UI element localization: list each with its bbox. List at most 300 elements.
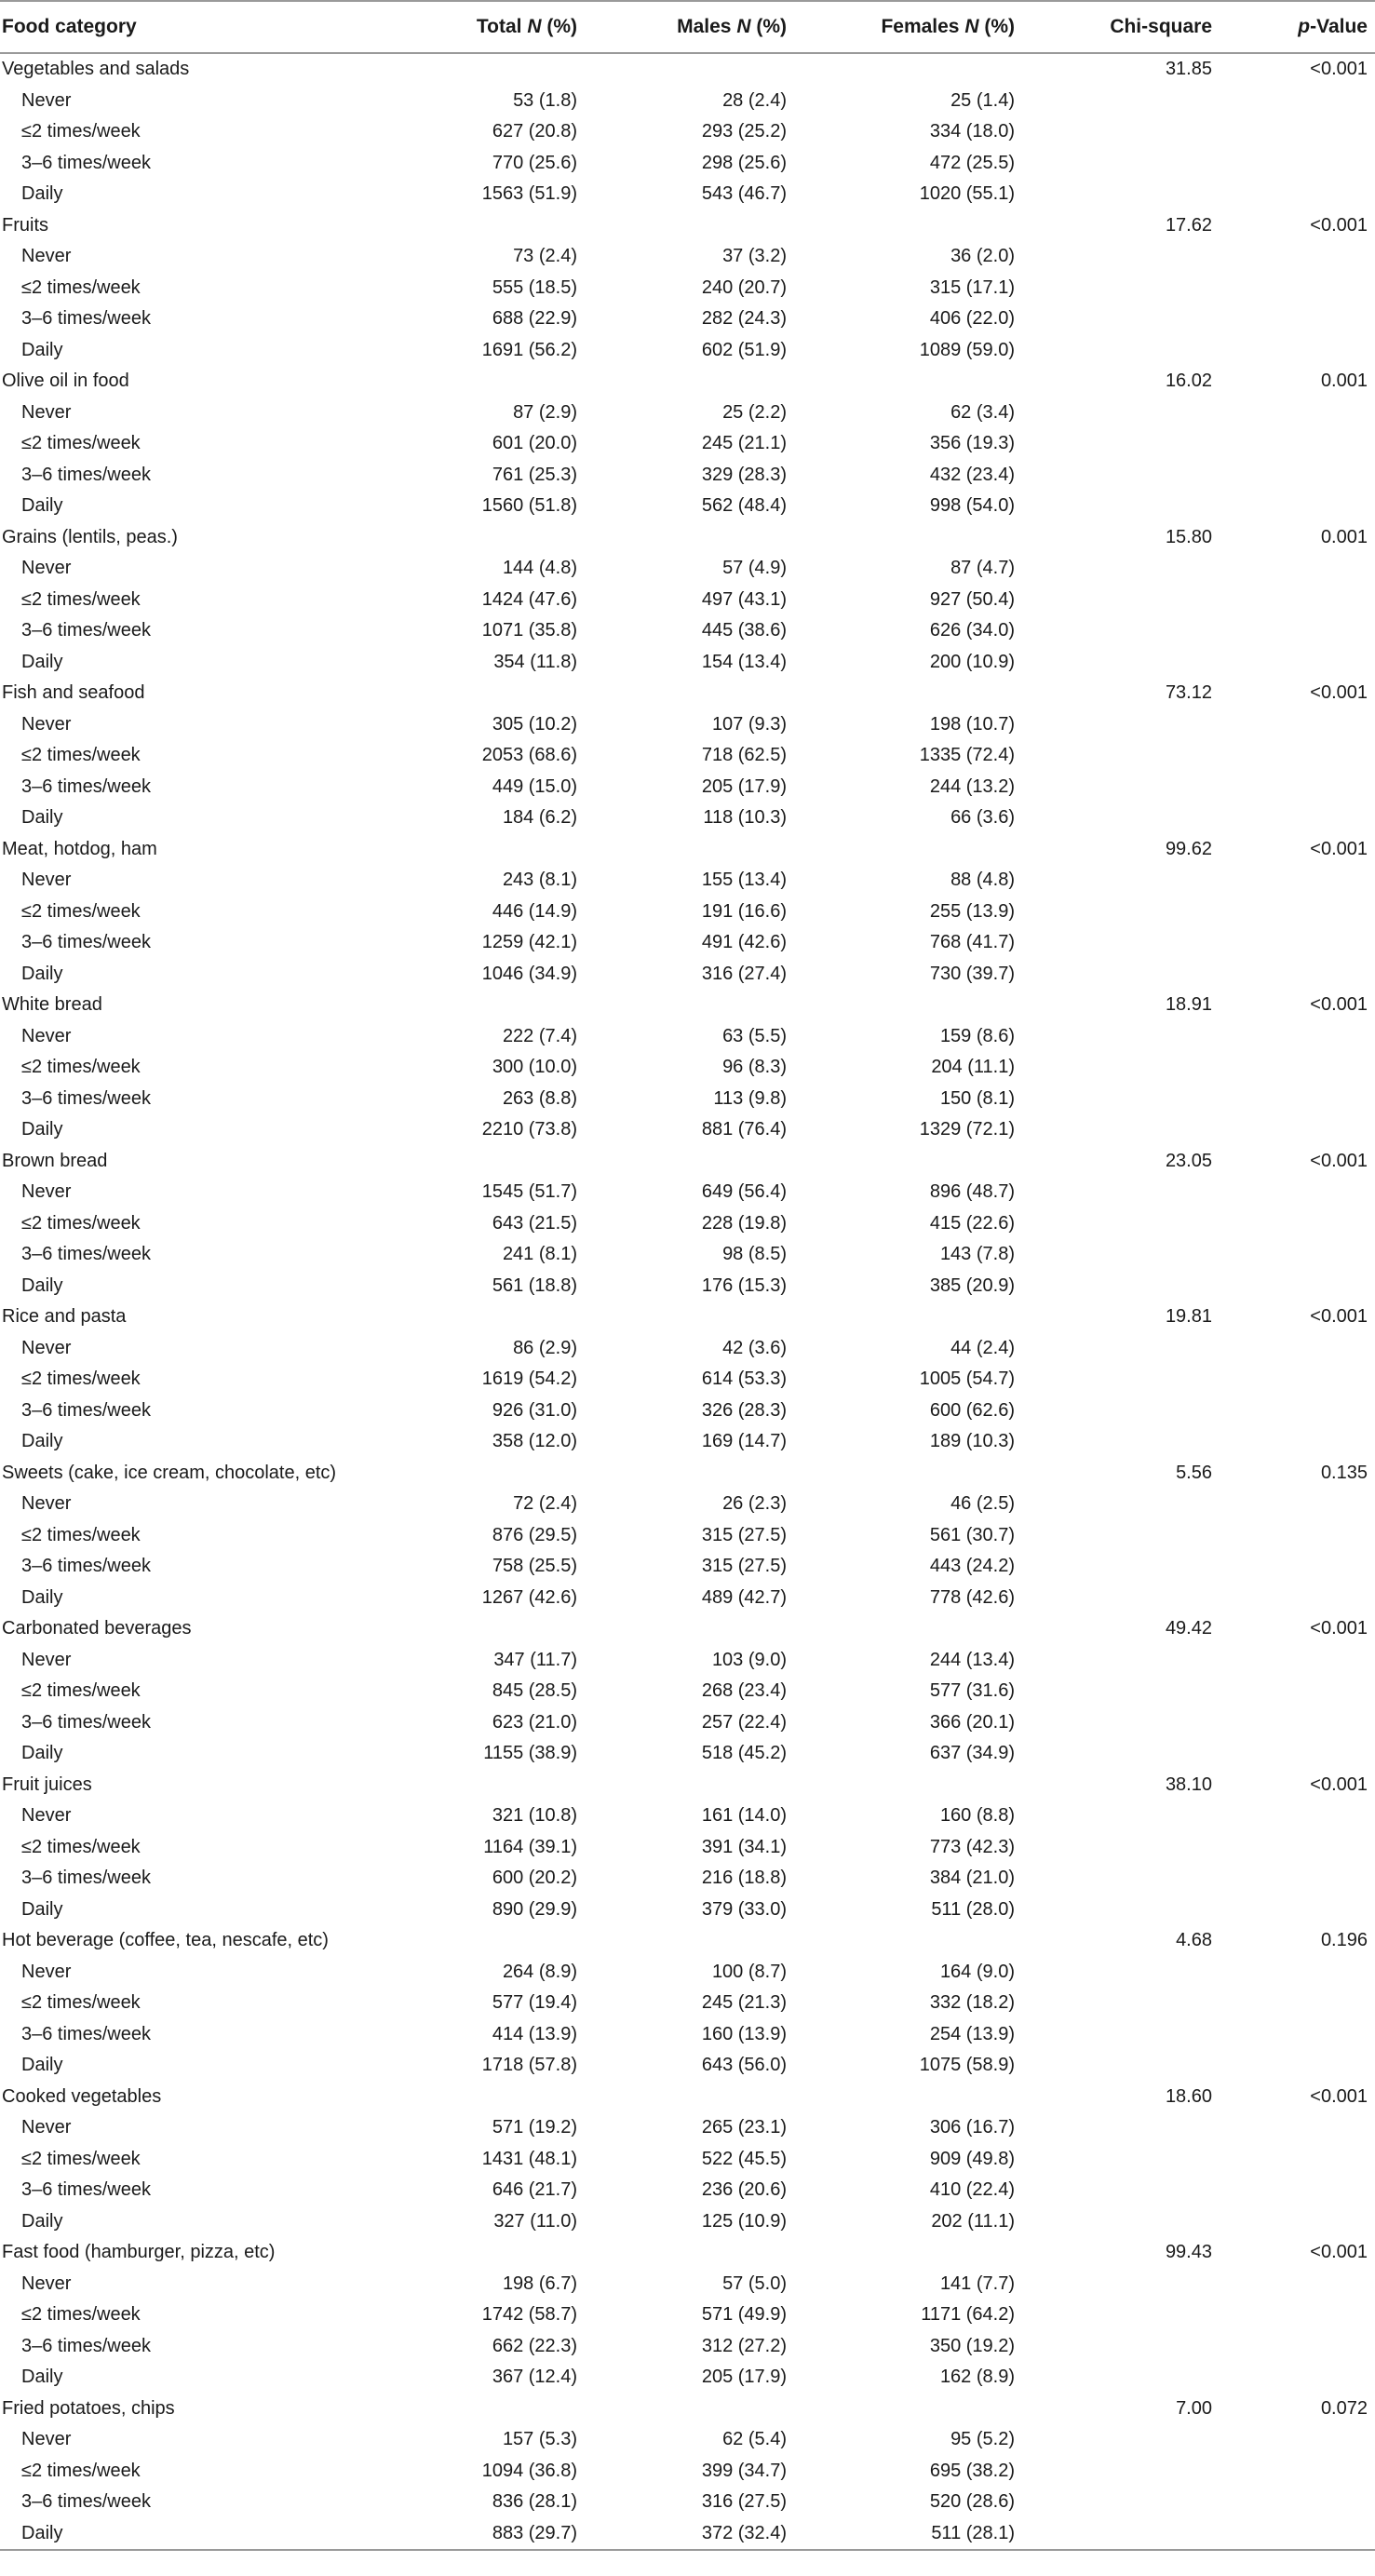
empty-cell xyxy=(1212,1489,1375,1520)
total-count: 198 (6.7) xyxy=(502,2273,577,2294)
males-count: 25 (2.2) xyxy=(722,401,787,423)
empty-cell xyxy=(1015,1426,1212,1458)
frequency-label: 3–6 times/week xyxy=(21,1556,151,1577)
empty-cell xyxy=(787,678,1015,709)
frequency-label: Never xyxy=(21,1961,72,1982)
chi-square-value: 16.02 xyxy=(1165,371,1212,392)
empty-cell xyxy=(787,1925,1015,1957)
females-count: 385 (20.9) xyxy=(929,1275,1015,1296)
empty-cell xyxy=(577,366,787,398)
females-count: 637 (34.9) xyxy=(929,1743,1015,1764)
empty-cell xyxy=(1015,1396,1212,1427)
frequency-row xyxy=(0,1583,1375,1614)
empty-cell xyxy=(1015,2456,1212,2488)
males-count: 881 (76.4) xyxy=(701,1119,787,1140)
frequency-label: Never xyxy=(21,2429,72,2450)
table-header-row xyxy=(0,1,1375,53)
frequency-row xyxy=(0,179,1375,210)
frequency-row xyxy=(0,2456,1375,2488)
chi-square-value: 4.68 xyxy=(1176,1930,1212,1951)
empty-cell xyxy=(1015,2424,1212,2456)
frequency-label: 3–6 times/week xyxy=(21,2023,151,2044)
empty-cell xyxy=(391,1770,577,1801)
females-count: 927 (50.4) xyxy=(929,588,1015,610)
empty-cell xyxy=(787,1301,1015,1333)
empty-cell xyxy=(1015,460,1212,492)
males-count: 268 (23.4) xyxy=(701,1680,787,1702)
males-count: 379 (33.0) xyxy=(701,1898,787,1920)
empty-cell xyxy=(1212,1957,1375,1989)
males-count: 315 (27.5) xyxy=(701,1524,787,1545)
category-row xyxy=(0,53,1375,86)
empty-cell xyxy=(1015,585,1212,616)
males-count: 28 (2.4) xyxy=(722,89,787,111)
frequency-row xyxy=(0,2206,1375,2238)
males-count: 643 (56.0) xyxy=(701,2055,787,2076)
empty-cell xyxy=(1015,2050,1212,2082)
males-count: 236 (20.6) xyxy=(701,2179,787,2201)
frequency-label: Daily xyxy=(21,1898,63,1920)
empty-cell xyxy=(577,53,787,86)
total-count: 836 (28.1) xyxy=(492,2491,577,2513)
frequency-row xyxy=(0,802,1375,834)
total-count: 354 (11.8) xyxy=(493,651,577,672)
frequency-row xyxy=(0,585,1375,616)
frequency-row xyxy=(0,1520,1375,1552)
category-label: Fruits xyxy=(2,214,48,236)
empty-cell xyxy=(391,2394,577,2425)
females-count: 577 (31.6) xyxy=(929,1680,1015,1702)
frequency-label: Daily xyxy=(21,963,63,984)
males-count: 228 (19.8) xyxy=(701,1212,787,1234)
category-label: Brown bread xyxy=(2,1150,108,1171)
category-label: Cooked vegetables xyxy=(2,2085,162,2107)
total-count: 243 (8.1) xyxy=(502,870,577,891)
empty-cell xyxy=(1015,2269,1212,2300)
chi-square-value: 18.60 xyxy=(1165,2085,1212,2107)
empty-cell xyxy=(1015,2487,1212,2518)
category-row xyxy=(0,2394,1375,2425)
empty-cell xyxy=(1212,148,1375,180)
empty-cell xyxy=(1212,1645,1375,1677)
frequency-row xyxy=(0,1333,1375,1365)
empty-cell xyxy=(1212,647,1375,679)
header-males: Males N (%) xyxy=(577,1,787,53)
empty-cell xyxy=(1212,959,1375,991)
category-label: White bread xyxy=(2,994,102,1016)
category-row xyxy=(0,366,1375,398)
males-count: 497 (43.1) xyxy=(701,588,787,610)
frequency-row xyxy=(0,1863,1375,1895)
total-count: 600 (20.2) xyxy=(492,1868,577,1889)
females-count: 62 (3.4) xyxy=(950,401,1015,423)
empty-cell xyxy=(577,2237,787,2269)
frequency-row xyxy=(0,1114,1375,1146)
category-row xyxy=(0,678,1375,709)
empty-cell xyxy=(1212,2019,1375,2051)
empty-cell xyxy=(1212,2206,1375,2238)
total-count: 1424 (47.6) xyxy=(481,588,577,610)
empty-cell xyxy=(1015,398,1212,429)
empty-cell xyxy=(1212,1895,1375,1926)
males-count: 522 (45.5) xyxy=(701,2148,787,2169)
p-value: <0.001 xyxy=(1310,994,1368,1016)
frequency-label: ≤2 times/week xyxy=(21,1992,141,2014)
empty-cell xyxy=(787,1770,1015,1801)
empty-cell xyxy=(1212,491,1375,522)
frequency-row xyxy=(0,1801,1375,1832)
frequency-label: ≤2 times/week xyxy=(21,1369,141,1390)
category-row xyxy=(0,990,1375,1021)
category-row xyxy=(0,834,1375,866)
males-count: 315 (27.5) xyxy=(701,1556,787,1577)
empty-cell xyxy=(1015,303,1212,335)
total-count: 414 (13.9) xyxy=(492,2023,577,2044)
total-count: 1071 (35.8) xyxy=(481,620,577,641)
total-count: 86 (2.9) xyxy=(513,1337,577,1358)
empty-cell xyxy=(577,522,787,554)
empty-cell xyxy=(1015,772,1212,803)
empty-cell xyxy=(577,678,787,709)
total-count: 1691 (56.2) xyxy=(481,339,577,360)
males-count: 312 (27.2) xyxy=(701,2335,787,2356)
frequency-row xyxy=(0,273,1375,304)
empty-cell xyxy=(577,1925,787,1957)
empty-cell xyxy=(1015,2362,1212,2394)
total-count: 577 (19.4) xyxy=(492,1992,577,2014)
empty-cell xyxy=(1015,148,1212,180)
frequency-row xyxy=(0,1052,1375,1084)
empty-cell xyxy=(1212,1177,1375,1208)
empty-cell xyxy=(1212,865,1375,897)
total-count: 876 (29.5) xyxy=(492,1524,577,1545)
males-count: 298 (25.6) xyxy=(701,152,787,173)
males-count: 155 (13.4) xyxy=(701,870,787,891)
total-count: 72 (2.4) xyxy=(513,1493,577,1515)
females-count: 443 (24.2) xyxy=(929,1556,1015,1577)
total-count: 758 (25.5) xyxy=(492,1556,577,1577)
total-count: 222 (7.4) xyxy=(502,1025,577,1046)
females-count: 768 (41.7) xyxy=(929,932,1015,953)
empty-cell xyxy=(1015,1551,1212,1583)
total-count: 688 (22.9) xyxy=(492,308,577,330)
empty-cell xyxy=(1015,2019,1212,2051)
females-count: 95 (5.2) xyxy=(950,2429,1015,2450)
empty-cell xyxy=(1015,1052,1212,1084)
males-count: 316 (27.5) xyxy=(701,2491,787,2513)
frequency-label: Never xyxy=(21,246,72,267)
empty-cell xyxy=(1212,1832,1375,1864)
females-count: 1335 (72.4) xyxy=(919,745,1015,766)
empty-cell xyxy=(1212,1052,1375,1084)
frequency-label: Daily xyxy=(21,1119,63,1140)
frequency-label: Daily xyxy=(21,339,63,360)
frequency-row xyxy=(0,2050,1375,2082)
total-count: 571 (19.2) xyxy=(492,2117,577,2138)
category-row xyxy=(0,1925,1375,1957)
males-count: 282 (24.3) xyxy=(701,308,787,330)
header-p-value: p-Value xyxy=(1212,1,1375,53)
chi-square-value: 99.62 xyxy=(1165,838,1212,859)
empty-cell xyxy=(1015,2518,1212,2551)
males-count: 518 (45.2) xyxy=(701,1743,787,1764)
empty-cell xyxy=(1015,897,1212,928)
p-value: <0.001 xyxy=(1310,1774,1368,1795)
p-value: 0.072 xyxy=(1320,2397,1368,2419)
females-count: 160 (8.8) xyxy=(939,1805,1015,1827)
frequency-row xyxy=(0,1957,1375,1989)
empty-cell xyxy=(577,1458,787,1490)
males-count: 205 (17.9) xyxy=(701,775,787,797)
frequency-row xyxy=(0,1396,1375,1427)
category-row xyxy=(0,522,1375,554)
chi-square-value: 18.91 xyxy=(1165,994,1212,1016)
males-count: 42 (3.6) xyxy=(722,1337,787,1358)
frequency-row xyxy=(0,86,1375,117)
p-value: <0.001 xyxy=(1310,1150,1368,1171)
total-count: 770 (25.6) xyxy=(492,152,577,173)
chi-square-value: 73.12 xyxy=(1165,682,1212,704)
females-count: 561 (30.7) xyxy=(929,1524,1015,1545)
category-label: Fruit juices xyxy=(2,1774,92,1795)
males-count: 602 (51.9) xyxy=(701,339,787,360)
frequency-row xyxy=(0,709,1375,741)
frequency-label: Never xyxy=(21,1025,72,1046)
females-count: 244 (13.2) xyxy=(929,775,1015,797)
category-row xyxy=(0,1458,1375,1490)
empty-cell xyxy=(1212,897,1375,928)
males-count: 107 (9.3) xyxy=(711,713,787,735)
frequency-row xyxy=(0,2144,1375,2176)
frequency-label: ≤2 times/week xyxy=(21,2304,141,2326)
empty-cell xyxy=(1212,802,1375,834)
males-count: 445 (38.6) xyxy=(701,620,787,641)
females-count: 773 (42.3) xyxy=(929,1836,1015,1857)
chi-square-value: 15.80 xyxy=(1165,526,1212,547)
females-count: 164 (9.0) xyxy=(939,1961,1015,1982)
empty-cell xyxy=(787,2394,1015,2425)
empty-cell xyxy=(1015,1333,1212,1365)
males-count: 63 (5.5) xyxy=(722,1025,787,1046)
females-count: 315 (17.1) xyxy=(929,276,1015,298)
frequency-row xyxy=(0,1489,1375,1520)
females-count: 46 (2.5) xyxy=(950,1493,1015,1515)
total-count: 890 (29.9) xyxy=(492,1898,577,1920)
frequency-label: 3–6 times/week xyxy=(21,1399,151,1421)
frequency-label: Daily xyxy=(21,651,63,672)
females-count: 254 (13.9) xyxy=(929,2023,1015,2044)
frequency-label: 3–6 times/week xyxy=(21,2179,151,2201)
empty-cell xyxy=(391,1925,577,1957)
males-count: 245 (21.1) xyxy=(701,433,787,454)
total-count: 300 (10.0) xyxy=(492,1057,577,1078)
empty-cell xyxy=(1212,2362,1375,2394)
empty-cell xyxy=(391,678,577,709)
females-count: 334 (18.0) xyxy=(929,121,1015,142)
males-count: 293 (25.2) xyxy=(701,121,787,142)
empty-cell xyxy=(1212,1239,1375,1271)
total-count: 327 (11.0) xyxy=(493,2210,577,2232)
empty-cell xyxy=(787,53,1015,86)
chi-square-value: 31.85 xyxy=(1165,59,1212,80)
males-count: 100 (8.7) xyxy=(711,1961,787,1982)
empty-cell xyxy=(1212,2175,1375,2206)
frequency-label: Daily xyxy=(21,2367,63,2388)
males-count: 543 (46.7) xyxy=(701,183,787,205)
frequency-label: 3–6 times/week xyxy=(21,464,151,485)
frequency-label: ≤2 times/week xyxy=(21,1057,141,1078)
empty-cell xyxy=(787,366,1015,398)
females-count: 255 (13.9) xyxy=(929,900,1015,922)
empty-cell xyxy=(391,990,577,1021)
males-count: 176 (15.3) xyxy=(701,1275,787,1296)
frequency-row xyxy=(0,241,1375,273)
empty-cell xyxy=(577,2394,787,2425)
header-females: Females N (%) xyxy=(787,1,1015,53)
empty-cell xyxy=(1015,1645,1212,1677)
category-row xyxy=(0,2237,1375,2269)
empty-cell xyxy=(787,1146,1015,1178)
empty-cell xyxy=(391,834,577,866)
frequency-row xyxy=(0,1084,1375,1115)
frequency-label: Daily xyxy=(0,2518,391,2551)
header-food-category: Food category xyxy=(0,1,391,53)
frequency-row xyxy=(0,553,1375,585)
total-count: 761 (25.3) xyxy=(492,464,577,485)
males-count: 98 (8.5) xyxy=(722,1244,787,1265)
empty-cell xyxy=(1212,1988,1375,2019)
frequency-label: Never xyxy=(21,713,72,735)
chi-square-value: 49.42 xyxy=(1165,1618,1212,1639)
empty-cell xyxy=(1015,959,1212,991)
empty-cell xyxy=(1212,615,1375,647)
empty-cell xyxy=(1015,491,1212,522)
total-count: 662 (22.3) xyxy=(492,2335,577,2356)
empty-cell xyxy=(1015,1583,1212,1614)
category-label: Fast food (hamburger, pizza, etc) xyxy=(2,2242,276,2263)
frequency-row xyxy=(0,647,1375,679)
chi-square-value: 7.00 xyxy=(1176,2397,1212,2419)
chi-square-value: 17.62 xyxy=(1165,214,1212,236)
empty-cell xyxy=(1212,1676,1375,1707)
frequency-label: 3–6 times/week xyxy=(21,2335,151,2356)
empty-cell xyxy=(1212,179,1375,210)
males-count: 26 (2.3) xyxy=(722,1493,787,1515)
females-count: 896 (48.7) xyxy=(929,1181,1015,1203)
empty-cell xyxy=(1212,709,1375,741)
frequency-row xyxy=(0,1832,1375,1864)
males-count: 257 (22.4) xyxy=(701,1711,787,1733)
frequency-label: ≤2 times/week xyxy=(21,1212,141,1234)
total-count: 241 (8.1) xyxy=(502,1244,577,1265)
males-count: 96 (8.3) xyxy=(722,1057,787,1078)
category-label: Carbonated beverages xyxy=(2,1618,192,1639)
frequency-row xyxy=(0,1021,1375,1053)
males-count: 649 (56.4) xyxy=(701,1181,787,1203)
males-count: 316 (27.4) xyxy=(701,963,787,984)
empty-cell xyxy=(1212,2050,1375,2082)
empty-cell xyxy=(1015,116,1212,148)
empty-cell xyxy=(1212,585,1375,616)
empty-cell xyxy=(1015,1707,1212,1739)
empty-cell xyxy=(1015,2112,1212,2144)
empty-cell xyxy=(1212,1021,1375,1053)
females-count: 150 (8.1) xyxy=(939,1087,1015,1109)
empty-cell xyxy=(1015,1863,1212,1895)
females-count: 143 (7.8) xyxy=(939,1244,1015,1265)
empty-cell xyxy=(1015,1801,1212,1832)
category-row xyxy=(0,1301,1375,1333)
frequency-label: Daily xyxy=(21,2210,63,2232)
empty-cell xyxy=(1212,1551,1375,1583)
empty-cell xyxy=(1015,241,1212,273)
males-count: 562 (48.4) xyxy=(701,495,787,517)
total-count: 2210 (73.8) xyxy=(481,1119,577,1140)
frequency-row xyxy=(0,2424,1375,2456)
empty-cell xyxy=(1015,1895,1212,1926)
category-row xyxy=(0,210,1375,242)
frequency-label: ≤2 times/week xyxy=(21,588,141,610)
empty-cell xyxy=(1212,428,1375,460)
frequency-label: Daily xyxy=(21,1275,63,1296)
frequency-row xyxy=(0,1551,1375,1583)
empty-cell xyxy=(1015,647,1212,679)
males-count: 161 (14.0) xyxy=(701,1805,787,1827)
frequency-label: 3–6 times/week xyxy=(21,308,151,330)
frequency-row xyxy=(0,1707,1375,1739)
frequency-row xyxy=(0,865,1375,897)
total-count: 184 (6.2) xyxy=(502,807,577,829)
males-count: 571 (49.9) xyxy=(701,2304,787,2326)
category-label: Grains (lentils, peas.) xyxy=(2,526,178,547)
empty-cell xyxy=(1212,1426,1375,1458)
category-label: Sweets (cake, ice cream, chocolate, etc) xyxy=(2,1462,337,1483)
males-count: 614 (53.3) xyxy=(701,1369,787,1390)
empty-cell xyxy=(391,1301,577,1333)
females-count: 415 (22.6) xyxy=(929,1212,1015,1234)
p-value: <0.001 xyxy=(1310,838,1368,859)
frequency-label: 3–6 times/week xyxy=(21,932,151,953)
total-count: 347 (11.7) xyxy=(493,1649,577,1670)
females-count: 1020 (55.1) xyxy=(919,183,1015,205)
frequency-label: ≤2 times/week xyxy=(21,900,141,922)
females-count: 1089 (59.0) xyxy=(919,339,1015,360)
frequency-row xyxy=(0,1426,1375,1458)
frequency-row xyxy=(0,491,1375,522)
frequency-row xyxy=(0,959,1375,991)
females-count: 406 (22.0) xyxy=(929,308,1015,330)
females-count: 909 (49.8) xyxy=(929,2148,1015,2169)
total-count: 1545 (51.7) xyxy=(481,1181,577,1203)
males-count: 113 (9.8) xyxy=(713,1087,787,1109)
category-label: Meat, hotdog, ham xyxy=(2,838,157,859)
empty-cell xyxy=(577,1613,787,1645)
p-value: <0.001 xyxy=(1310,2242,1368,2263)
females-count: 1171 (64.2) xyxy=(921,2304,1015,2326)
category-label: Fried potatoes, chips xyxy=(2,2397,175,2419)
frequency-row xyxy=(0,2019,1375,2051)
frequency-label: 3–6 times/week xyxy=(21,2491,151,2513)
empty-cell xyxy=(1212,335,1375,367)
total-count: 2053 (68.6) xyxy=(481,745,577,766)
empty-cell xyxy=(391,1146,577,1178)
empty-cell xyxy=(1015,335,1212,367)
males-count: 62 (5.4) xyxy=(722,2429,787,2450)
females-count: 695 (38.2) xyxy=(929,2460,1015,2481)
empty-cell xyxy=(577,834,787,866)
p-value: 0.001 xyxy=(1320,526,1368,547)
empty-cell xyxy=(391,522,577,554)
